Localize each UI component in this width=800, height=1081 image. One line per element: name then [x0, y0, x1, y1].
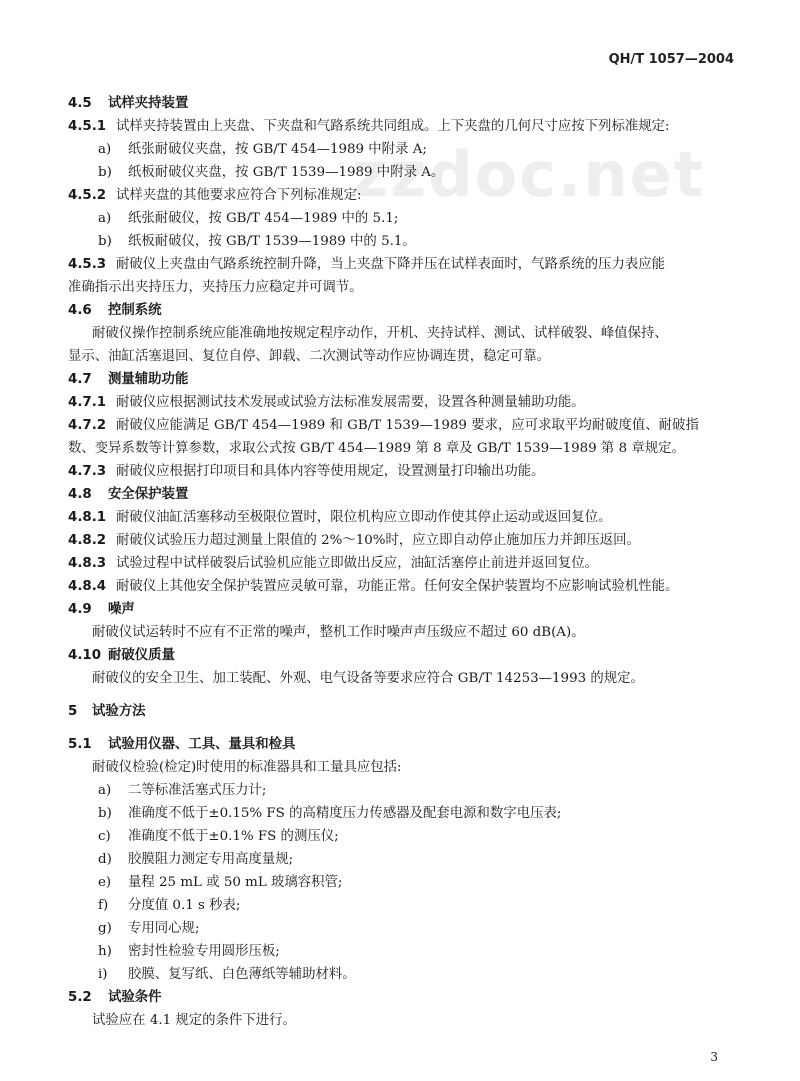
list-item: [98, 163, 444, 183]
section-title: 噪声: [108, 602, 135, 617]
clause-number: 4.7.1: [68, 395, 107, 410]
clause-text: 耐破仪油缸活塞移动至极限位置时，限位机构应立即动作使其停止运动或返回复位。: [116, 510, 612, 525]
list-marker: b): [98, 234, 112, 249]
clause-4-8-2: [68, 531, 640, 551]
section-4-8: [68, 485, 188, 505]
section-5-1: [68, 735, 295, 755]
section-number: 4.5: [68, 96, 92, 111]
clause-text: 耐破仪应根据打印项目和具体内容等使用规定，设置测量打印输出功能。: [116, 464, 545, 479]
paragraph: [92, 669, 644, 689]
continuation-line: [68, 278, 363, 298]
clause-text: 耐破仪试验压力超过测量上限值的 2%～10%时，应立即自动停止施加压力并卸压返回。: [116, 533, 640, 548]
chapter-number: 5: [68, 704, 78, 719]
section-5-2: [68, 988, 162, 1008]
section-number: 4.9: [68, 602, 92, 617]
list-marker: g): [98, 921, 112, 936]
clause-text: 试样夹持装置由上夹盘、下夹盘和气路系统共同组成。上下夹盘的几何尺寸应按下列标准规定:: [116, 119, 670, 134]
section-4-7: [68, 370, 188, 390]
list-text: 纸张耐破仪夹盘，按 GB/T 454—1989 中附录 A;: [128, 142, 427, 157]
list-text: 密封性检验专用圆形压板;: [128, 944, 280, 959]
clause-4-8-4: [68, 577, 678, 597]
paragraph-text: 耐破仪试运转时不应有不正常的噪声，整机工作时噪声声压级应不超过 60 dB(A)。: [92, 625, 585, 640]
section-title: 测量辅助功能: [108, 372, 189, 387]
list-text: 纸板耐破仪，按 GB/T 1539—1989 中的 5.1。: [128, 234, 416, 249]
clause-4-5-1: [68, 117, 670, 137]
paragraph: [92, 324, 668, 344]
section-4-5: [68, 94, 188, 114]
clause-number: 4.7.3: [68, 464, 107, 479]
list-marker: a): [98, 211, 112, 226]
section-4-9: [68, 600, 135, 620]
continuation-line: [68, 347, 550, 367]
section-title: 试验用仪器、工具、量具和检具: [108, 737, 296, 752]
standard-code: QH/T 1057—2004: [608, 52, 734, 67]
list-text: 分度值 0.1 s 秒表;: [128, 898, 241, 913]
chapter-title: 试验方法: [92, 704, 146, 719]
list-item: [98, 140, 427, 160]
clause-4-7-1: [68, 393, 585, 413]
clause-number: 4.8.1: [68, 510, 107, 525]
list-item: [98, 896, 240, 916]
list-item: [98, 919, 199, 939]
clause-number: 4.8.4: [68, 579, 107, 594]
clause-4-8-1: [68, 508, 611, 528]
clause-text: 试样夹盘的其他要求应符合下列标准规定:: [116, 188, 362, 203]
clause-text: 耐破仪应能满足 GB/T 454—1989 和 GB/T 1539—1989 要求，应可求取平均耐破度值、耐破指: [116, 418, 699, 433]
list-item: [98, 804, 561, 824]
list-marker: e): [98, 875, 112, 890]
list-item: [98, 850, 293, 870]
clause-text: 耐破仪上夹盘由气路系统控制升降，当上夹盘下降并压在试样表面时，气路系统的压力表应能: [116, 257, 666, 272]
list-marker: a): [98, 783, 112, 798]
paragraph-text: 准确指示出夹持压力，夹持压力应稳定并可调节。: [68, 280, 363, 295]
list-item: [98, 873, 342, 893]
list-text: 准确度不低于±0.15% FS 的高精度压力传感器及配套电源和数字电压表;: [128, 806, 562, 821]
section-number: 4.6: [68, 303, 92, 318]
watermark: zzdoc.net: [352, 138, 706, 211]
clause-4-5-3: [68, 255, 665, 275]
section-4-6: [68, 301, 162, 321]
clause-number: 4.5.2: [68, 188, 107, 203]
list-item: [98, 942, 280, 962]
clause-4-8-3: [68, 554, 598, 574]
list-text: 胶膜阻力测定专用高度量规;: [128, 852, 294, 867]
continuation-line: [68, 439, 685, 459]
paragraph-text: 耐破仪检验(检定)时使用的标准器具和工量具应包括:: [92, 760, 402, 775]
section-title: 耐破仪质量: [108, 648, 175, 663]
clause-4-7-2: [68, 416, 699, 436]
paragraph: [92, 758, 402, 778]
section-number: 4.7: [68, 372, 92, 387]
section-number: 5.2: [68, 990, 92, 1005]
list-marker: d): [98, 852, 112, 867]
paragraph-text: 耐破仪的安全卫生、加工装配、外观、电气设备等要求应符合 GB/T 14253—1993 的规定。: [92, 671, 644, 686]
list-text: 纸板耐破仪夹盘，按 GB/T 1539—1989 中附录 A。: [128, 165, 445, 180]
clause-text: 试验过程中试样破裂后试验机应能立即做出反应，油缸活塞停止前进并返回复位。: [116, 556, 599, 571]
list-text: 纸张耐破仪，按 GB/T 454—1989 中的 5.1;: [128, 211, 399, 226]
section-number: 4.10: [68, 648, 102, 663]
list-item: [98, 965, 356, 985]
chapter-5: [68, 702, 146, 722]
section-4-10: [68, 646, 175, 666]
section-title: 安全保护装置: [108, 487, 189, 502]
section-title: 控制系统: [108, 303, 162, 318]
list-item: [98, 232, 416, 252]
list-marker: b): [98, 806, 112, 821]
list-marker: b): [98, 165, 112, 180]
section-number: 4.8: [68, 487, 92, 502]
paragraph-text: 数、变异系数等计算参数，求取公式按 GB/T 454—1989 第 8 章及 GB/T 1539—1989 第 8 章规定。: [68, 441, 685, 456]
clause-text: 耐破仪上其他安全保护装置应灵敏可靠，功能正常。任何安全保护装置均不应影响试验机性能。: [116, 579, 679, 594]
section-number: 5.1: [68, 737, 92, 752]
clause-4-7-3: [68, 462, 545, 482]
list-text: 量程 25 mL 或 50 mL 玻璃容积管;: [128, 875, 343, 890]
list-marker: i): [98, 967, 108, 982]
list-item: [98, 781, 266, 801]
page-number: 3: [710, 1050, 718, 1064]
clause-number: 4.5.1: [68, 119, 107, 134]
clause-number: 4.7.2: [68, 418, 107, 433]
list-marker: f): [98, 898, 109, 913]
clause-4-5-2: [68, 186, 362, 206]
list-item: [98, 827, 339, 847]
clause-number: 4.8.3: [68, 556, 107, 571]
list-text: 二等标准活塞式压力计;: [128, 783, 267, 798]
clause-text: 耐破仪应根据测试技术发展或试验方法标准发展需要，设置各种测量辅助功能。: [116, 395, 585, 410]
paragraph-text: 耐破仪操作控制系统应能准确地按规定程序动作，开机、夹持试样、测试、试样破裂、峰值保持、: [92, 326, 668, 341]
paragraph: [92, 1011, 296, 1031]
paragraph-text: 试验应在 4.1 规定的条件下进行。: [92, 1013, 296, 1028]
list-marker: a): [98, 142, 112, 157]
clause-number: 4.5.3: [68, 257, 107, 272]
list-item: [98, 209, 398, 229]
section-title: 试样夹持装置: [108, 96, 189, 111]
clause-number: 4.8.2: [68, 533, 107, 548]
list-marker: h): [98, 944, 112, 959]
list-text: 胶膜、复写纸、白色薄纸等辅助材料。: [128, 967, 356, 982]
section-title: 试验条件: [108, 990, 162, 1005]
paragraph-text: 显示、油缸活塞退回、复位自停、卸载、二次测试等动作应协调连贯，稳定可靠。: [68, 349, 551, 364]
paragraph: [92, 623, 585, 643]
list-text: 准确度不低于±0.1% FS 的测压仪;: [128, 829, 339, 844]
list-marker: c): [98, 829, 111, 844]
list-text: 专用同心规;: [128, 921, 200, 936]
